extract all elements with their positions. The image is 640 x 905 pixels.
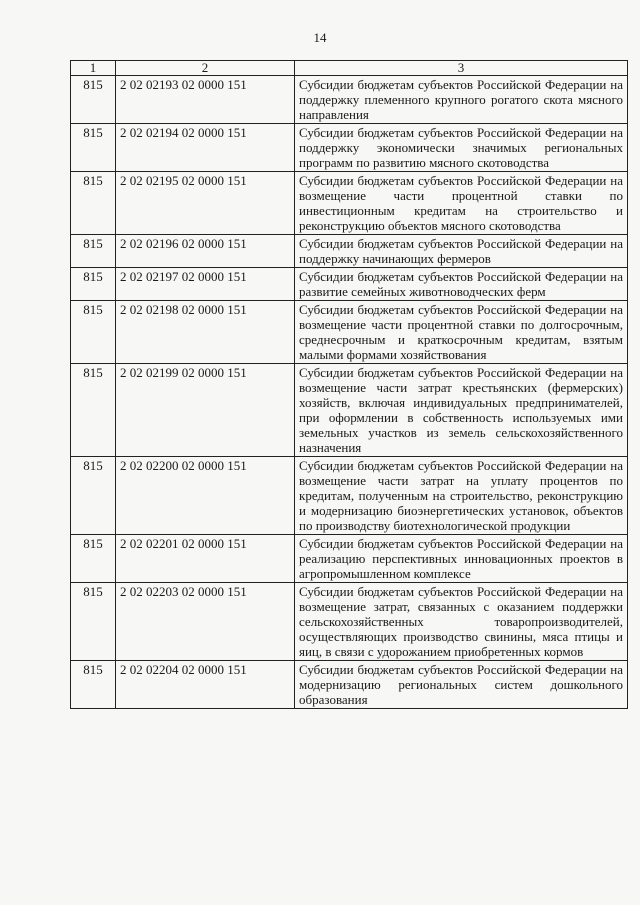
budget-classification-code: 2 02 02204 02 0000 151	[116, 661, 295, 709]
admin-code: 815	[71, 268, 116, 301]
table-row	[71, 172, 628, 235]
column-header-2: 2	[116, 61, 295, 76]
table-row	[71, 76, 628, 124]
admin-code: 815	[71, 301, 116, 364]
page-number: 14	[313, 30, 327, 45]
table-row	[71, 661, 628, 709]
subsidy-description: Субсидии бюджетам субъектов Российской Федерации на развитие семейных животноводческих ферм	[295, 268, 628, 301]
subsidy-description: Субсидии бюджетам субъектов Российской Федерации на модернизацию региональных систем дошкольного образования	[295, 661, 628, 709]
budget-classification-code: 2 02 02201 02 0000 151	[116, 535, 295, 583]
admin-code: 815	[71, 583, 116, 661]
budget-classification-code: 2 02 02200 02 0000 151	[116, 457, 295, 535]
admin-code: 815	[71, 76, 116, 124]
admin-code: 815	[71, 235, 116, 268]
table-row	[71, 124, 628, 172]
budget-classification-code: 2 02 02196 02 0000 151	[116, 235, 295, 268]
admin-code: 815	[71, 364, 116, 457]
subsidy-description: Субсидии бюджетам субъектов Российской Федерации на поддержку начинающих фермеров	[295, 235, 628, 268]
budget-classification-code: 2 02 02199 02 0000 151	[116, 364, 295, 457]
budget-classification-code: 2 02 02195 02 0000 151	[116, 172, 295, 235]
table-row	[71, 235, 628, 268]
budget-codes-table	[70, 60, 628, 709]
table-row	[71, 457, 628, 535]
admin-code: 815	[71, 124, 116, 172]
table-row	[71, 364, 628, 457]
budget-classification-code: 2 02 02197 02 0000 151	[116, 268, 295, 301]
subsidy-description: Субсидии бюджетам субъектов Российской Федерации на возмещение части затрат на уплату процентов по кредитам, полученным на строительство, реконструкцию и модернизацию биоэнергетических установок, объектов по производству биотехнологической продукции	[295, 457, 628, 535]
admin-code: 815	[71, 457, 116, 535]
admin-code: 815	[71, 535, 116, 583]
admin-code: 815	[71, 661, 116, 709]
budget-classification-code: 2 02 02198 02 0000 151	[116, 301, 295, 364]
subsidy-description: Субсидии бюджетам субъектов Российской Федерации на реализацию перспективных инновационных проектов в агропромышленном комплексе	[295, 535, 628, 583]
subsidy-description: Субсидии бюджетам субъектов Российской Федерации на поддержку племенного крупного рогатого скота мясного направления	[295, 76, 628, 124]
subsidy-description: Субсидии бюджетам субъектов Российской Федерации на возмещение затрат, связанных с оказанием поддержки сельскохозяйственных товаропроизводителей, осуществляющих производство свинины, мяса птицы и яиц, в связи с удорожанием приобретенных кормов	[295, 583, 628, 661]
subsidy-description: Субсидии бюджетам субъектов Российской Федерации на поддержку экономически значимых региональных программ по развитию мясного скотоводства	[295, 124, 628, 172]
budget-classification-code: 2 02 02193 02 0000 151	[116, 76, 295, 124]
column-header-3: 3	[295, 61, 628, 76]
table-header-row	[71, 61, 628, 76]
budget-classification-code: 2 02 02203 02 0000 151	[116, 583, 295, 661]
table-row	[71, 268, 628, 301]
subsidy-description: Субсидии бюджетам субъектов Российской Федерации на возмещение части затрат крестьянских (фермерских) хозяйств, включая индивидуальных предпринимателей, при оформлении в собственность используемых ими земельных участков из земель сельскохозяйственного назначения	[295, 364, 628, 457]
table-row	[71, 583, 628, 661]
budget-classification-code: 2 02 02194 02 0000 151	[116, 124, 295, 172]
table-row	[71, 535, 628, 583]
subsidy-description: Субсидии бюджетам субъектов Российской Федерации на возмещение части процентной ставки по инвестиционным кредитам на строительство и реконструкцию объектов мясного скотоводства	[295, 172, 628, 235]
table-row	[71, 301, 628, 364]
subsidy-description: Субсидии бюджетам субъектов Российской Федерации на возмещение части процентной ставки по долгосрочным, среднесрочным и краткосрочным кредитам, взятым малыми формами хозяйствования	[295, 301, 628, 364]
admin-code: 815	[71, 172, 116, 235]
column-header-1: 1	[71, 61, 116, 76]
